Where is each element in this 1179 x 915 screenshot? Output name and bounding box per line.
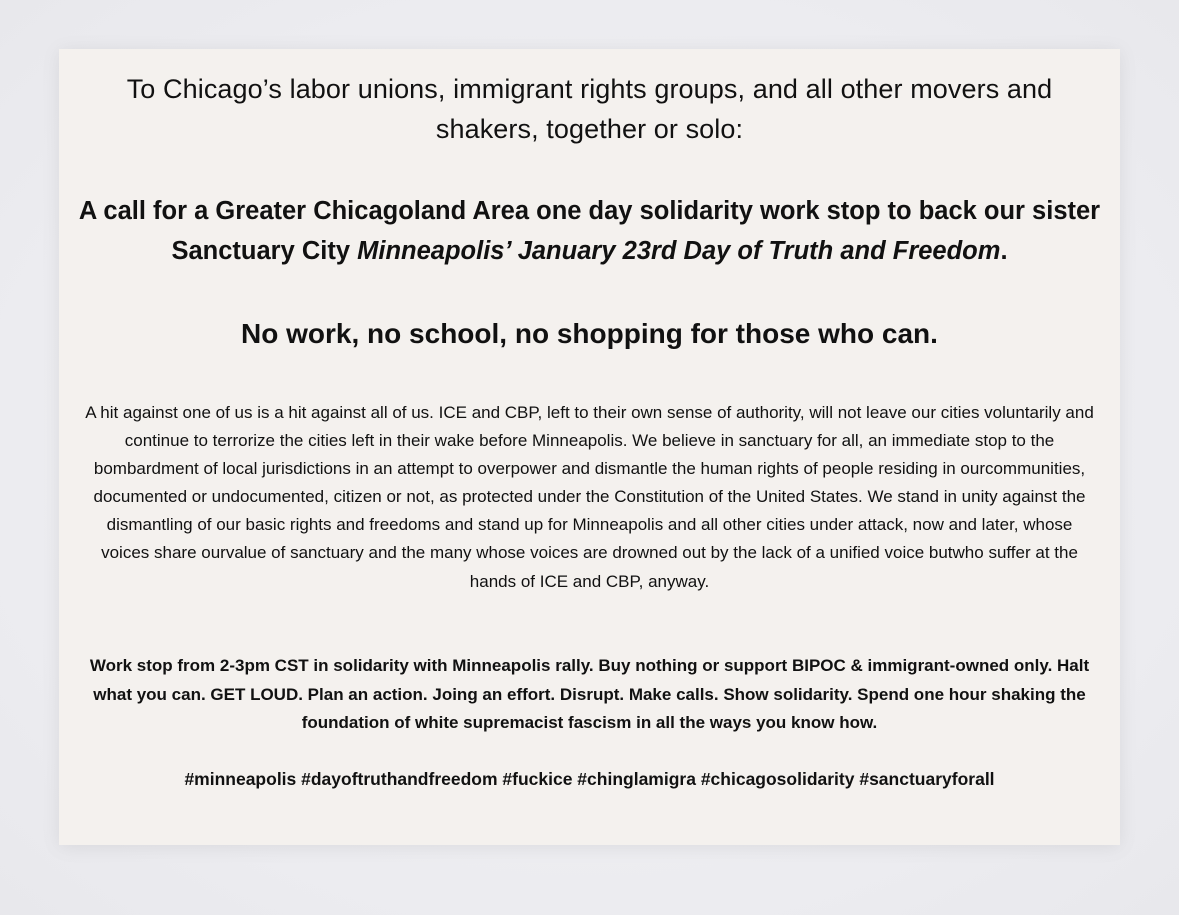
intro-text: To Chicago’s labor unions, immigrant rights groups, and all other movers and shakers, together or solo: bbox=[126, 74, 1053, 144]
hashtags-line: #minneapolis #dayoftruthandfreedom #fuckice #chinglamigra #chicagosolidarity #sanctuaryforall bbox=[184, 769, 995, 789]
flyer-card bbox=[59, 49, 1120, 845]
call-prefix: A call for a Greater Chicagoland Area one day solidarity work stop to back our sister Sanctuary City bbox=[78, 197, 1101, 265]
action-paragraph: Work stop from 2-3pm CST in solidarity with Minneapolis rally. Buy nothing or support BIPOC & immigrant-owned only. Halt what you can. GET LOUD. Plan an action. Joing an effort. Disrupt. Make calls. Show solidarity. Spend one hour shaking the foundation of white supremacist fascism in all the ways you know how. bbox=[89, 656, 1090, 732]
call-headline bbox=[69, 191, 1110, 271]
call-emphasis: Minneapolis’ January 23rd Day of Truth and Freedom bbox=[357, 237, 1001, 265]
body-paragraph: A hit against one of us is a hit against all of us. ICE and CBP, left to their own sense of authority, will not leave our cities voluntarily and continue to terrorize the cities left in their wake before Minneapolis. We believe in sanctuary for all, an immediate stop to the bombardment of local jurisdictions in an attempt to overpower and dismantle the human rights of people residing in ourcommunities, documented or undocumented, citizen or not, as protected under the Constitution of the United States. We stand in unity against the dismantling of our basic rights and freedoms and stand up for Minneapolis and all other cities under attack, now and later, whose voices share ourvalue of sanctuary and the many whose voices are drowned out by the lack of a unified voice butwho suffer at the hands of ICE and CBP, anyway. bbox=[85, 403, 1094, 591]
slogan-heading: No work, no school, no shopping for those who can. bbox=[241, 318, 938, 349]
call-suffix: . bbox=[1000, 237, 1008, 265]
